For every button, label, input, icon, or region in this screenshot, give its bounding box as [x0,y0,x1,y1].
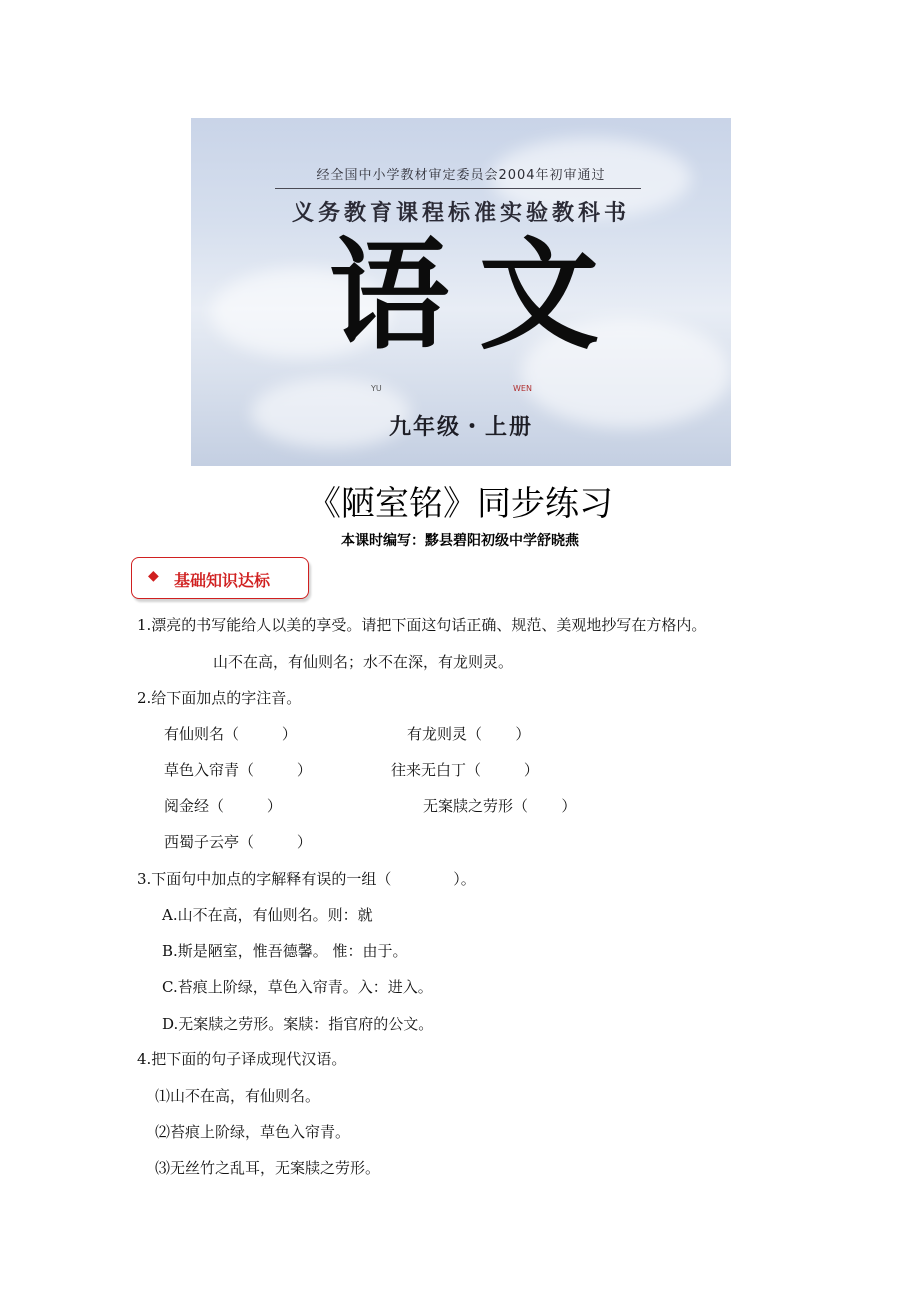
cover-divider [275,188,641,189]
question-4-stem: 4.把下面的句子译成现代汉语。 [137,1050,347,1068]
cover-grade-label: 九年级・上册 [388,414,533,440]
question-2-item: 草色入帘青（ ） [164,761,312,779]
section-label: 基础知识达标 [174,571,271,590]
question-2-item: 西蜀子云亭（ ） [164,833,312,851]
question-2-item: 有龙则灵（ ） [407,725,531,743]
question-4-item: ⑵苔痕上阶绿，草色入帘青。 [155,1123,351,1141]
cover-pinyin-wen: WEN [513,384,532,393]
question-3-option-d: D.无案牍之劳形。案牍：指官府的公文。 [162,1015,434,1033]
question-3-option-c: C.苔痕上阶绿，草色入帘青。入：进入。 [162,978,433,996]
question-4-item: ⑶无丝竹之乱耳，无案牍之劳形。 [155,1159,381,1177]
cover-char-wen: 文 [479,225,599,366]
textbook-cover-image [191,118,731,466]
question-2-item: 阅金经（ ） [164,797,282,815]
question-1-stem: 1.漂亮的书写能给人以美的享受。请把下面这句话正确、规范、美观地抄写在方格内。 [137,616,707,634]
question-2-item: 有仙则名（ ） [164,725,297,743]
author-line: 本课时编写：黟县碧阳初级中学舒晓燕 [341,533,579,549]
question-2-stem: 2.给下面加点的字注音。 [137,689,302,707]
question-3-stem: 3.下面句中加点的字解释有误的一组（ ）。 [137,870,476,888]
cover-approval-text: 经全国中小学教材审定委员会2004年初审通过 [316,168,606,183]
cover-pinyin-yu: YU [371,384,382,393]
cover-char-yu: 语 [329,225,449,366]
page-title: 《陋室铭》同步练习 [307,484,613,524]
question-2-item: 往来无白丁（ ） [391,761,539,779]
section-badge [131,557,309,599]
question-4-item: ⑴山不在高，有仙则名。 [155,1087,321,1105]
question-2-item: 无案牍之劳形（ ） [423,797,577,815]
question-3-option-a: A.山不在高，有仙则名。则：就 [162,906,373,924]
diamond-icon: ◆ [148,568,159,584]
cover-series-title: 义务教育课程标准实验教科书 [291,200,630,226]
question-3-option-b: B.斯是陋室，惟吾德馨。 惟：由于。 [162,942,408,960]
question-1-text: 山不在高，有仙则名；水不在深，有龙则灵。 [213,653,514,671]
